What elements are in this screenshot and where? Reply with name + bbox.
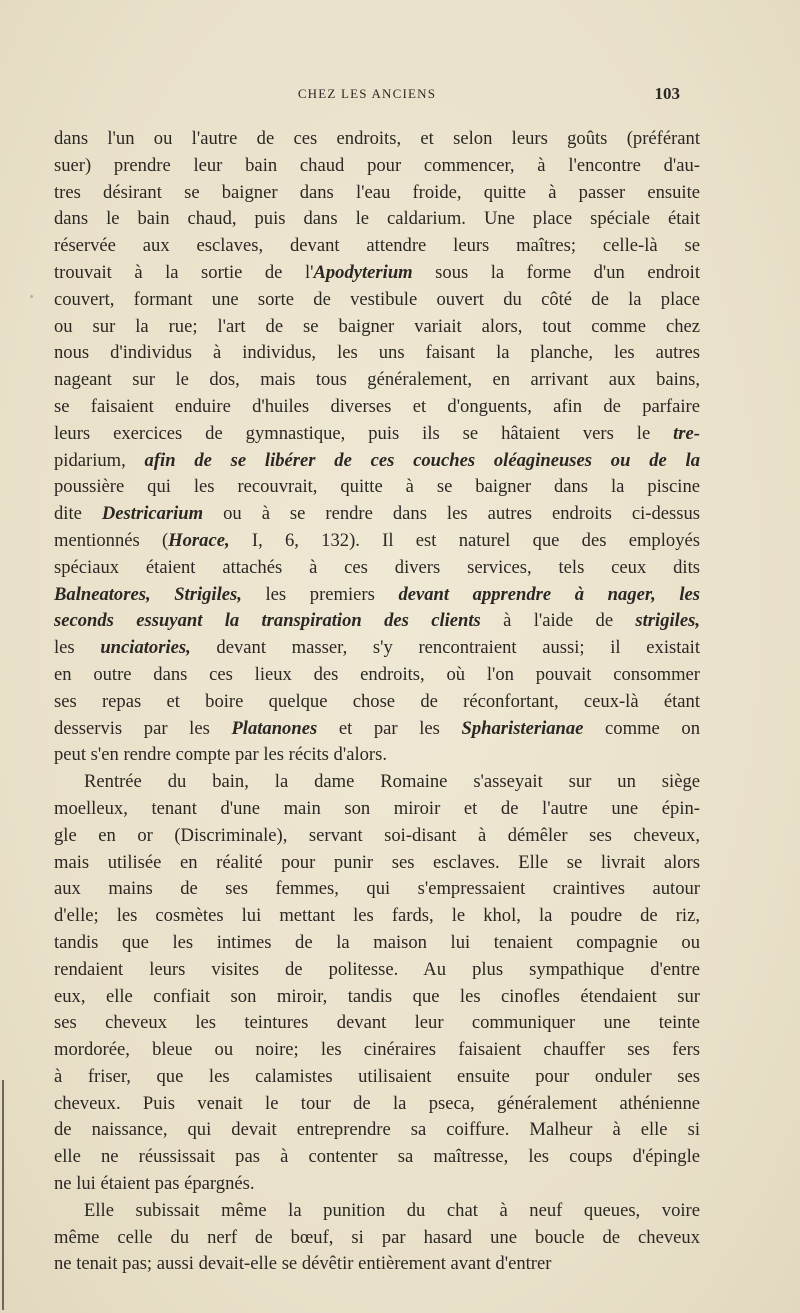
- text-line: [54, 555, 700, 582]
- line-text: trouvait à la sortie de l': [54, 261, 314, 283]
- line-text: I, 6, 132). Il est naturel que des employés: [229, 529, 700, 551]
- line-text: sous la forme d'un endroit: [412, 261, 701, 283]
- line-text: ne tenait pas; aussi devait-elle se dévêtir entièrement avant d'entrer: [54, 1253, 552, 1275]
- line-text: dans l'un ou l'autre de ces endroits, et selon leurs goûts (préférant: [54, 128, 700, 149]
- line-text: cheveux. Puis venait le tour de la pseca, généralement athénienne: [54, 1092, 700, 1114]
- line-text: mais utilisée en réalité pour punir ses esclaves. Elle se livrait alors: [54, 851, 700, 873]
- italic-term: tre-: [673, 422, 700, 444]
- line-text: rendaient leurs visites de politesse. Au plus sympathique d'entre: [54, 958, 700, 980]
- italic-term: Spharisterianae: [461, 717, 584, 739]
- italic-term: devant apprendre à nager, les: [398, 583, 700, 605]
- text-line: [54, 126, 700, 153]
- text-line: [54, 421, 700, 448]
- italic-term: Horace,: [168, 529, 230, 551]
- text-line: [54, 582, 700, 609]
- line-text: gle en or (Discriminale), servant soi-disant à démêler ses cheveux,: [54, 824, 700, 846]
- text-line: [54, 930, 700, 957]
- page-header: [54, 86, 680, 110]
- line-text: Elle subissait même la punition du chat à neuf queues, voire: [84, 1199, 700, 1221]
- page-edge-shadow: [2, 1080, 4, 1310]
- text-line: [54, 1117, 700, 1144]
- text-line: [54, 823, 700, 850]
- italic-term: unciatories,: [100, 637, 191, 659]
- line-text: ou sur la rue; l'art de se baigner variait alors, tout comme chez: [54, 315, 700, 337]
- text-line: [54, 260, 700, 287]
- line-text: d'elle; les cosmètes lui mettant les fards, le khol, la poudre de riz,: [54, 905, 700, 927]
- line-text: pidarium,: [54, 449, 126, 471]
- line-text: réservée aux esclaves, devant attendre leurs maîtres; celle-là se: [54, 235, 700, 257]
- line-text: de naissance, qui devait entreprendre sa coiffure. Malheur à elle si: [54, 1119, 700, 1141]
- text-line: [54, 394, 700, 421]
- line-text: elle ne réussissait pas à contenter sa maîtresse, les coups d'épingle: [54, 1146, 700, 1168]
- text-line: [54, 1037, 700, 1064]
- text-line: [54, 903, 700, 930]
- line-text: moelleux, tenant d'une main son miroir et de l'autre une épin-: [54, 797, 700, 819]
- text-line: [54, 528, 700, 555]
- text-line: [54, 850, 700, 877]
- line-text: leurs exercices de gymnastique, puis ils se hâtaient vers le: [54, 422, 674, 444]
- text-line: [54, 716, 700, 743]
- text-line: [54, 180, 700, 207]
- margin-speck: [30, 295, 33, 298]
- text-line: [54, 1064, 700, 1091]
- line-text: et par les: [317, 717, 462, 739]
- line-text: suer) prendre leur bain chaud pour commencer, à l'encontre d'au-: [54, 154, 700, 176]
- text-line: [54, 287, 700, 314]
- line-text: à l'aide de: [480, 610, 636, 632]
- text-line: [54, 153, 700, 180]
- text-line: [54, 635, 700, 662]
- line-text: eux, elle confiait son miroir, tandis que les cinofles étendaient sur: [54, 985, 700, 1007]
- text-line: [54, 1251, 700, 1278]
- text-line: [54, 1198, 700, 1225]
- line-text: poussière qui les recouvrait, quitte à se baigner dans la piscine: [54, 476, 700, 498]
- text-line: [54, 448, 700, 475]
- italic-term: afin de se libérer de ces couches oléagineuses ou de la: [125, 449, 700, 471]
- line-text: nageant sur le dos, mais tous généralement, en arrivant aux bains,: [54, 369, 700, 391]
- text-line: [54, 1144, 700, 1171]
- line-text: les: [54, 637, 101, 659]
- text-line: [54, 876, 700, 903]
- italic-term: Apodyterium: [313, 261, 413, 283]
- text-line: [54, 206, 700, 233]
- text-line: [54, 769, 700, 796]
- line-text: en outre dans ces lieux des endroits, où l'on pouvait consommer: [54, 663, 700, 685]
- line-text: à friser, que les calamistes utilisaient ensuite pour onduler ses: [54, 1065, 700, 1087]
- italic-term: Destricarium: [101, 503, 204, 525]
- running-head: CHEZ LES ANCIENS: [297, 86, 437, 101]
- text-line: [54, 474, 700, 501]
- text-line: [54, 1225, 700, 1252]
- text-line: [54, 608, 700, 635]
- text-line: [54, 501, 700, 528]
- line-text: les premiers: [241, 583, 399, 605]
- line-text: dans le bain chaud, puis dans le caldarium. Une place spéciale était: [54, 208, 700, 230]
- line-text: se faisaient enduire d'huiles diverses et d'onguents, afin de parfaire: [54, 395, 700, 417]
- italic-term: Balneatores, Strigiles,: [54, 583, 242, 605]
- text-line: [54, 1010, 700, 1037]
- line-text: mordorée, bleue ou noire; les cinéraires faisaient chauffer ses fers: [54, 1039, 700, 1061]
- text-line: [54, 1091, 700, 1118]
- text-line: [54, 796, 700, 823]
- text-line: [54, 662, 700, 689]
- italic-term: Platanones: [231, 717, 318, 739]
- line-text: mentionnés (: [54, 529, 169, 551]
- line-text: couvert, formant une sorte de vestibule ouvert du côté de la place: [54, 288, 700, 310]
- text-line: [54, 1171, 700, 1198]
- line-text: Rentrée du bain, la dame Romaine s'asseyait sur un siège: [84, 771, 700, 793]
- text-line: [54, 689, 700, 716]
- line-text: nous d'individus à individus, les uns faisant la planche, les autres: [54, 342, 700, 364]
- line-text: ou à se rendre dans les autres endroits ci-dessus: [203, 503, 701, 525]
- line-text: ses cheveux les teintures devant leur communiquer une teinte: [54, 1012, 700, 1034]
- italic-term: seconds essuyant la transpiration des clients: [54, 610, 481, 632]
- text-line: [54, 314, 700, 341]
- line-text: aux mains de ses femmes, qui s'empressaient craintives autour: [54, 878, 700, 900]
- text-line: [54, 742, 700, 769]
- text-line: [54, 233, 700, 260]
- line-text: dite: [54, 503, 102, 525]
- line-text: ses repas et boire quelque chose de réconfortant, ceux-là étant: [54, 690, 700, 712]
- line-text: spéciaux étaient attachés à ces divers services, tels ceux dits: [54, 556, 700, 578]
- text-line: [54, 957, 700, 984]
- text-line: [54, 340, 700, 367]
- text-line: [54, 367, 700, 394]
- line-text: tandis que les intimes de la maison lui tenaient compagnie ou: [54, 931, 700, 953]
- line-text: comme on: [583, 717, 701, 739]
- line-text: desservis par les: [54, 717, 232, 739]
- line-text: ne lui étaient pas épargnés.: [54, 1173, 255, 1195]
- line-text: tres désirant se baigner dans l'eau froide, quitte à passer ensuite: [54, 181, 700, 203]
- text-line: [54, 984, 700, 1011]
- italic-term: strigiles,: [635, 610, 700, 632]
- page-number: 103: [654, 84, 680, 103]
- line-text: même celle du nerf de bœuf, si par hasard une boucle de cheveux: [54, 1226, 700, 1248]
- line-text: devant masser, s'y rencontraient aussi; il existait: [190, 637, 700, 659]
- body-text: [54, 126, 700, 1278]
- line-text: peut s'en rendre compte par les récits d'alors.: [54, 744, 387, 766]
